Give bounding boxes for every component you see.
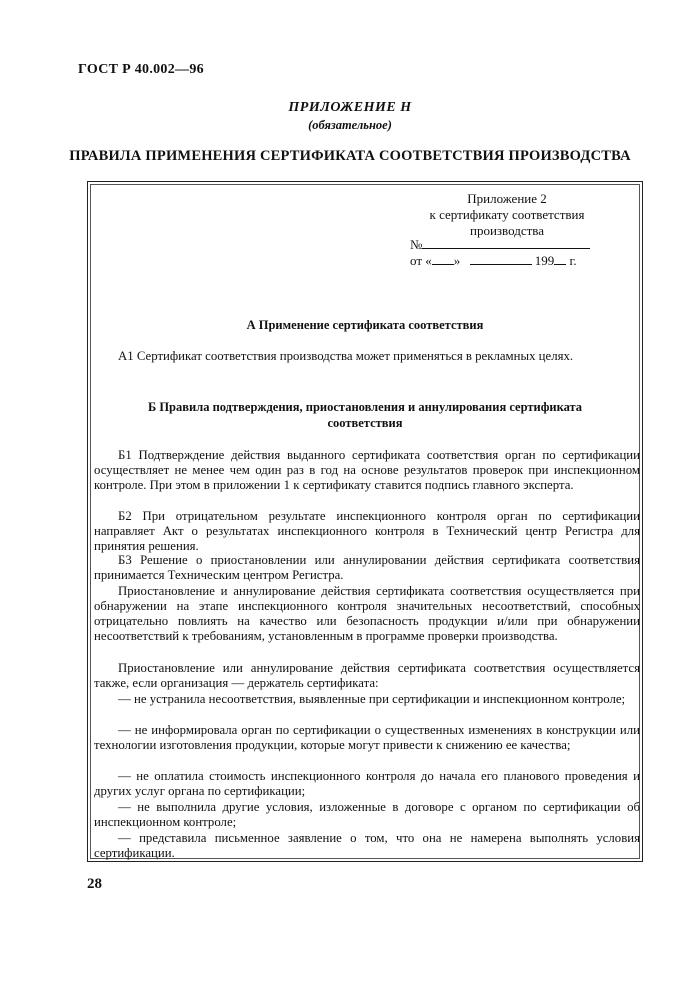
- date-mid: »: [453, 253, 461, 268]
- list-item-5: — представила письменное заявление о том, что она не намерена выполнять условия сертификации.: [94, 831, 640, 860]
- number-sign: №: [410, 237, 423, 252]
- section-a-title: А Применение сертификата соответствия: [246, 318, 484, 332]
- date-prefix: от «: [410, 253, 432, 268]
- list-item-4: — не выполнила другие условия, изложенные в договоре с органом по сертификации об инспекционном контроле;: [94, 800, 640, 829]
- day-blank: [432, 252, 454, 265]
- appendix-note: (обязательное): [308, 118, 392, 132]
- attachment-line-2: к сертификату соответствия: [429, 207, 585, 222]
- list-item-3: — не оплатила стоимость инспекционного контроля до начала его планового проведения и других услуг органа по сертификации;: [94, 769, 640, 798]
- year-blank: [554, 252, 566, 265]
- page-number: 28: [87, 876, 102, 892]
- attachment-line-3: производства: [469, 223, 545, 238]
- document-code: ГОСТ Р 40.002—96: [78, 62, 204, 77]
- attachment-line-1: Приложение 2: [467, 191, 547, 206]
- paragraph-b5: Приостановление или аннулирование действия сертификата соответствия осуществляется также, если организация — держатель сертификата:: [94, 661, 640, 690]
- section-b-title-line-1: Б Правила подтверждения, приостановления и аннулирования сертификата: [147, 400, 583, 414]
- paragraph-b2: Б2 При отрицательном результате инспекционного контроля орган по сертификации направляет Акт о результатах инспекционного контроля в Технический центр Регистра для принятия решения.: [94, 509, 640, 553]
- paragraph-b4: Приостановление и аннулирование действия сертификата соответствия осуществляется при обнаружении на этапе инспекционного контроля значительных несоответствий, способных отрицательно повлиять на качество или безопасность продукции и/или при обнаружении несоответствий к требованиям, установленным в программе проверки производства.: [94, 584, 640, 643]
- attachment-number-row: [410, 236, 590, 253]
- paragraph-b3: Б3 Решение о приостановлении или аннулировании действия сертификата соответствия принимается Техническим центром Регистра.: [94, 553, 640, 582]
- paragraph-a1: А1 Сертификат соответствия производства может применяться в рекламных целях.: [118, 349, 574, 363]
- month-blank: [470, 252, 532, 265]
- list-item-2: — не информировала орган по сертификации о существенных изменениях в конструкции или технологии изготовления продукции, которые могут привести к снижению ее качества;: [94, 723, 640, 752]
- paragraph-b1: Б1 Подтверждение действия выданного сертификата соответствия орган по сертификации осуществляет не менее чем один раз в год на основе результатов проверок при инспекционном контроле. При этом в приложении 1 к сертификату ставится подпись главного эксперта.: [94, 448, 640, 492]
- date-year: 199: [534, 253, 555, 268]
- list-item-1: — не устранила несоответствия, выявленные при сертификации и инспекционном контроле;: [118, 692, 626, 706]
- attachment-date-row: [410, 252, 577, 269]
- document-heading: ПРАВИЛА ПРИМЕНЕНИЯ СЕРТИФИКАТА СООТВЕТСТВИЯ ПРОИЗВОДСТВА: [69, 148, 631, 164]
- date-suffix: г.: [569, 253, 577, 268]
- appendix-title: ПРИЛОЖЕНИЕ Н: [288, 100, 412, 115]
- number-blank: [422, 236, 590, 249]
- section-b-title-line-2: соответствия: [327, 416, 403, 430]
